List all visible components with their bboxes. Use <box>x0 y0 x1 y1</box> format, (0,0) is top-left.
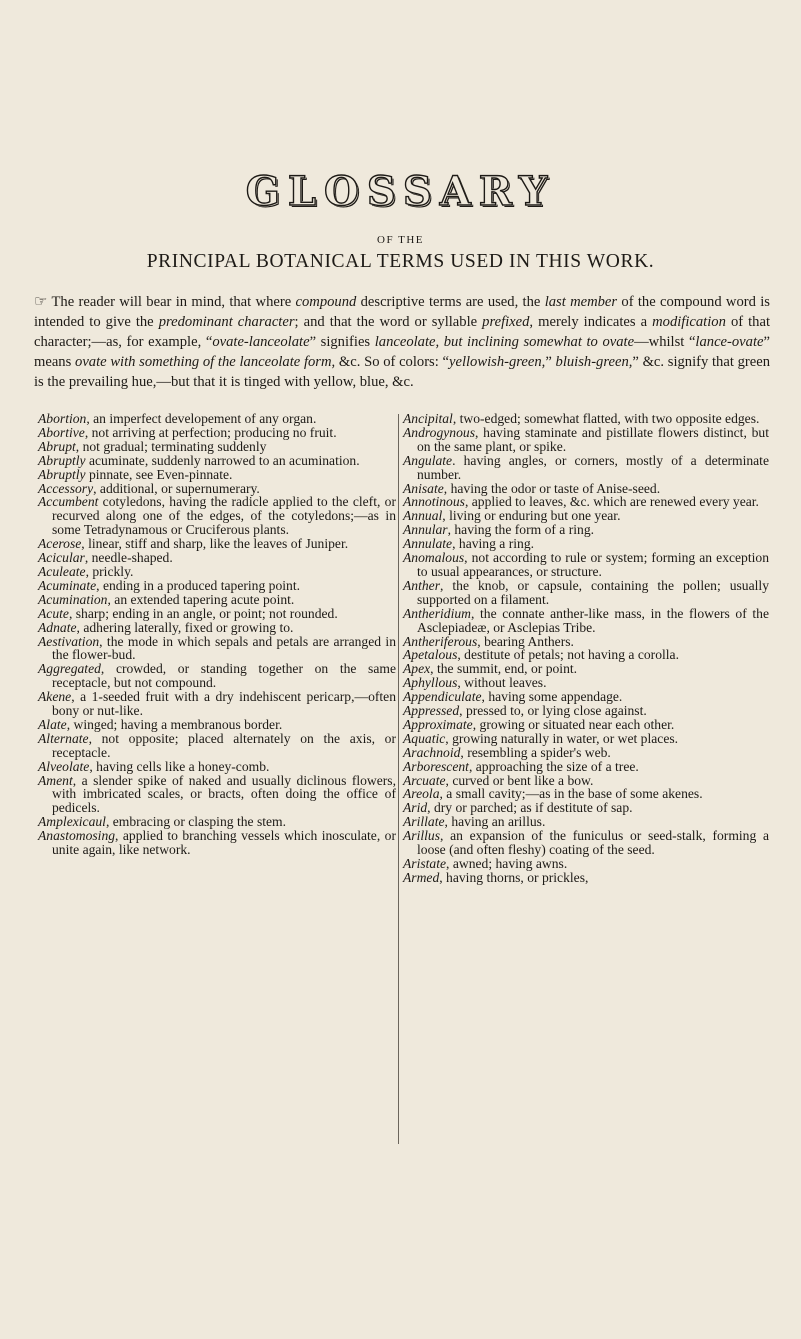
glossary-entry <box>38 454 396 468</box>
intro-text: of that character;—as, for example, “ <box>34 314 771 350</box>
glossary-definition: , growing or situated near each other. <box>472 716 675 732</box>
intro-emph: ovate-lanceolate <box>212 334 310 350</box>
glossary-entry <box>38 468 396 482</box>
glossary-term: Aggregated <box>38 661 101 677</box>
intro-emph: yellowish-green, <box>448 354 546 370</box>
glossary-definition: , approaching the size of a tree. <box>468 758 639 774</box>
glossary-entry <box>38 426 396 440</box>
intro-emph: predominant character <box>158 314 295 330</box>
glossary-term: Abortive <box>38 424 85 440</box>
glossary-term: Abortion <box>38 411 87 426</box>
glossary-entry <box>403 857 769 871</box>
glossary-definition: , having staminate and pistillate flowers distinct, but on the same plant, or spike. <box>417 424 769 454</box>
intro-emph: bluish-green, <box>555 354 633 370</box>
glossary-entry <box>403 774 769 788</box>
intro-text: ” &c. signify that green is the prevailing hue,—but that it is tinged with yellow, blue, &c. <box>34 354 771 390</box>
intro-emph: compound <box>295 294 357 310</box>
glossary-entry <box>38 732 396 760</box>
glossary-definition: , an extended tapering acute point. <box>107 591 295 607</box>
glossary-entry <box>403 412 769 426</box>
of-the-label: OF THE <box>377 234 424 246</box>
glossary-entry <box>403 787 769 801</box>
glossary-term: Annular <box>403 522 448 538</box>
glossary-term: Arid <box>403 800 428 816</box>
glossary-term: Abrupt <box>38 438 76 454</box>
intro-emph: ovate with something of the lanceolate form, <box>75 354 336 370</box>
glossary-term: Acuminate <box>38 577 97 593</box>
intro-text: ” signifies <box>309 334 371 350</box>
glossary-term: Annual <box>403 508 443 524</box>
glossary-term: Acerose <box>38 536 82 552</box>
intro-emph: lance-ovate <box>695 334 764 350</box>
intro-emph: lanceolate, but inclining somewhat to ovate <box>374 334 635 350</box>
intro-text: &c. So of colors: “ <box>338 354 449 370</box>
glossary-definition: pinnate, see Even-pinnate. <box>85 466 233 482</box>
glossary-term: Amplexicaul <box>38 814 106 830</box>
intro-text: ” <box>545 354 552 370</box>
glossary-definition: , needle-shaped. <box>84 550 173 566</box>
glossary-entry <box>403 426 769 454</box>
glossary-entry <box>403 607 769 635</box>
glossary-definition: , having cells like a honey-comb. <box>89 758 270 774</box>
glossary-term: Arachnoid <box>403 744 461 760</box>
glossary-entry <box>38 815 396 829</box>
glossary-entry <box>38 760 396 774</box>
intro-text: ” means <box>34 334 770 370</box>
glossary-entry <box>403 718 769 732</box>
glossary-definition: , bearing Anthers. <box>477 633 574 649</box>
glossary-term: Ancipital <box>403 411 453 426</box>
glossary-definition: , having the odor or taste of Anise-seed. <box>443 480 661 496</box>
intro-text: ; and that the word or syllable <box>294 314 478 330</box>
glossary-term: Acicular <box>38 550 85 566</box>
glossary-definition: , adhering laterally, fixed or growing to. <box>76 619 294 635</box>
glossary-term: Abruptly <box>38 466 86 482</box>
glossary-entry <box>38 607 396 621</box>
glossary-entry <box>38 551 396 565</box>
glossary-term: Apetalous <box>403 647 458 663</box>
glossary-entry <box>403 829 769 857</box>
intro-emph: modification <box>652 314 726 330</box>
glossary-definition: , additional, or supernumerary. <box>93 480 260 496</box>
glossary-entry <box>38 565 396 579</box>
glossary-definition: , a 1-seeded fruit with a dry indehiscent pericarp,—often bony or nut-like. <box>52 689 396 719</box>
glossary-definition: , embracing or clasping the stem. <box>105 814 287 830</box>
glossary-entry <box>38 635 396 663</box>
glossary-term: Anastomosing <box>38 828 116 844</box>
intro-text: —whilst “ <box>634 334 696 350</box>
glossary-term: Aquatic <box>403 730 446 746</box>
glossary-entry <box>38 495 396 537</box>
glossary-definition: , growing naturally in water, or wet places. <box>445 730 679 746</box>
glossary-term: Aestivation <box>38 633 100 649</box>
glossary-entry <box>403 801 769 815</box>
glossary-definition: , the summit, end, or point. <box>430 661 578 677</box>
glossary-entry <box>403 454 769 482</box>
glossary-entry <box>403 495 769 509</box>
glossary-term: Alternate <box>38 730 89 746</box>
glossary-definition: , prickly. <box>85 563 134 579</box>
glossary-term: Accessory <box>38 480 94 496</box>
glossary-definition: , an expansion of the funiculus or seed-stalk, forming a loose (and often fleshy) coating of the seed. <box>417 828 769 858</box>
intro-text: The reader will bear in mind, that where <box>51 294 292 310</box>
glossary-entry <box>403 537 769 551</box>
glossary-definition: , an imperfect developement of any organ. <box>86 411 317 426</box>
glossary-definition: cotyledons, having the radicle applied to the cleft, or recurved along one of the edges, of the cotyledons;—as in some Tetradynamous or Cruciferous plants. <box>52 494 396 538</box>
glossary-definition: , a small cavity;—as in the base of some akenes. <box>439 786 703 802</box>
glossary-definition: , dry or parched; as if destitute of sap. <box>427 800 633 816</box>
glossary-term: Anomalous <box>403 550 465 566</box>
glossary-entry <box>403 579 769 607</box>
glossary-term: Arillus <box>403 828 441 844</box>
glossary-definition: , having a ring. <box>452 536 535 552</box>
glossary-definition: , crowded, or standing together on the same receptacle, but not compound. <box>52 661 396 691</box>
glossary-definition: , applied to leaves, &c. which are renewed every year. <box>464 494 759 510</box>
glossary-term: Annulate <box>403 536 453 552</box>
glossary-definition: , not opposite; placed alternately on the axis, or receptacle. <box>52 730 396 760</box>
glossary-definition: . having angles, or corners, mostly of a determinate number. <box>417 452 769 482</box>
glossary-entry <box>403 482 769 496</box>
glossary-term: Alveolate <box>38 758 90 774</box>
glossary-entry <box>38 718 396 732</box>
glossary-entry <box>38 662 396 690</box>
glossary-definition: , the mode in which sepals and petals are arranged in the flower-bud. <box>52 633 396 663</box>
glossary-term: Acumination <box>38 591 108 607</box>
glossary-term: Antheriferous <box>403 633 478 649</box>
glossary-entry <box>403 551 769 579</box>
glossary-term: Accumbent <box>38 494 99 510</box>
glossary-definition: , without leaves. <box>457 675 547 691</box>
glossary-term: Appressed <box>403 703 460 719</box>
glossary-definition: , the knob, or capsule, containing the pollen; usually supported on a filament. <box>417 577 769 607</box>
glossary-term: Arcuate <box>403 772 446 788</box>
glossary-term: Angulate <box>403 452 453 468</box>
glossary-entry <box>38 579 396 593</box>
glossary-definition: , awned; having awns. <box>446 856 568 871</box>
intro-paragraph <box>34 292 770 392</box>
glossary-entry <box>403 635 769 649</box>
glossary-term: Adnate <box>38 619 77 635</box>
glossary-entry <box>403 732 769 746</box>
glossary-term: Aphyllous <box>403 675 458 691</box>
glossary-term: Approximate <box>403 716 473 732</box>
glossary-entry <box>38 774 396 816</box>
glossary-entry <box>38 593 396 607</box>
glossary-entry <box>38 829 396 857</box>
glossary-entry <box>403 760 769 774</box>
glossary-entry <box>403 676 769 690</box>
glossary-column-left <box>38 412 396 857</box>
glossary-term: Anisate <box>403 480 444 496</box>
glossary-column-right <box>403 412 769 885</box>
glossary-entry <box>403 690 769 704</box>
glossary-term: Aculeate <box>38 563 86 579</box>
glossary-term: Arillate <box>403 814 445 830</box>
glossary-entry <box>403 704 769 718</box>
glossary-term: Anther <box>403 577 440 593</box>
glossary-definition: , not according to rule or system; forming an exception to usual appearances, or structure. <box>417 550 769 579</box>
glossary-definition: , having the form of a ring. <box>447 522 595 538</box>
glossary-definition: , the connate anther-like mass, in the flowers of the Asclepiadeæ, or Asclepias Tribe. <box>417 605 769 635</box>
glossary-entry <box>403 509 769 523</box>
glossary-entry <box>403 662 769 676</box>
glossary-definition: , not arriving at perfection; producing no fruit. <box>84 424 337 440</box>
intro-text: merely indicates a <box>538 314 648 330</box>
glossary-entry <box>38 690 396 718</box>
glossary-term: Acute <box>38 605 69 621</box>
glossary-term: Androgynous <box>403 424 475 440</box>
glossary-term: Akene <box>38 689 72 705</box>
intro-text: of the compound word is intended to give the <box>34 294 770 330</box>
column-divider <box>398 414 399 1144</box>
glossary-term: Arborescent <box>403 758 469 774</box>
glossary-definition: , destitute of petals; not having a corolla. <box>457 647 679 663</box>
glossary-definition: , two-edged; somewhat flatted, with two opposite edges. <box>452 411 760 426</box>
glossary-definition: , pressed to, or lying close against. <box>459 703 647 719</box>
glossary-definition: , linear, stiff and sharp, like the leaves of Juniper. <box>81 536 349 552</box>
glossary-definition: , resembling a spider's web. <box>460 744 611 760</box>
glossary-entry <box>38 440 396 454</box>
glossary-definition: , having an arillus. <box>444 814 546 830</box>
page-subtitle: PRINCIPAL BOTANICAL TERMS USED IN THIS WORK. <box>146 251 655 272</box>
glossary-definition: , sharp; ending in an angle, or point; not rounded. <box>68 605 338 621</box>
pointing-hand-icon: ☞ <box>34 294 48 310</box>
glossary-term: Areola <box>403 786 440 802</box>
glossary-term: Abruptly <box>38 452 86 468</box>
glossary-entry <box>38 537 396 551</box>
glossary-term: Ament <box>38 772 73 788</box>
intro-emph: last member <box>544 294 618 310</box>
glossary-entry <box>403 746 769 760</box>
glossary-entry <box>38 482 396 496</box>
glossary-entry <box>403 871 769 885</box>
glossary-entry <box>403 815 769 829</box>
glossary-definition: , having some appendage. <box>481 689 623 705</box>
glossary-definition: , applied to branching vessels which inosculate, or unite again, like network. <box>52 828 396 858</box>
glossary-definition: , winged; having a membranous border. <box>66 716 283 732</box>
glossary-entry <box>403 648 769 662</box>
glossary-entry <box>38 412 396 426</box>
glossary-term: Aristate <box>403 856 447 871</box>
glossary-term: Armed <box>403 869 440 885</box>
glossary-definition: , having thorns, or prickles, <box>439 869 589 885</box>
glossary-term: Antheridium <box>403 605 471 621</box>
glossary-definition: , living or enduring but one year. <box>442 508 621 524</box>
glossary-entry <box>38 621 396 635</box>
glossary-definition: , ending in a produced tapering point. <box>96 577 300 593</box>
glossary-term: Apex <box>403 661 431 677</box>
intro-emph: prefixed, <box>482 314 534 330</box>
glossary-title: GLOSSARY <box>245 168 556 215</box>
glossary-term: Appendiculate <box>403 689 482 705</box>
glossary-term: Annotinous <box>403 494 465 510</box>
glossary-entry <box>403 523 769 537</box>
glossary-definition: acuminate, suddenly narrowed to an acumination. <box>85 452 360 468</box>
glossary-term: Alate <box>38 716 67 732</box>
intro-text: descriptive terms are used, the <box>360 294 541 310</box>
glossary-definition: , not gradual; terminating suddenly <box>75 438 267 454</box>
glossary-definition: , a slender spike of naked and usually diclinous flowers, with imbricated scales, or bracts, often doing the office of pedicels. <box>52 772 396 816</box>
glossary-definition: , curved or bent like a bow. <box>445 772 594 788</box>
